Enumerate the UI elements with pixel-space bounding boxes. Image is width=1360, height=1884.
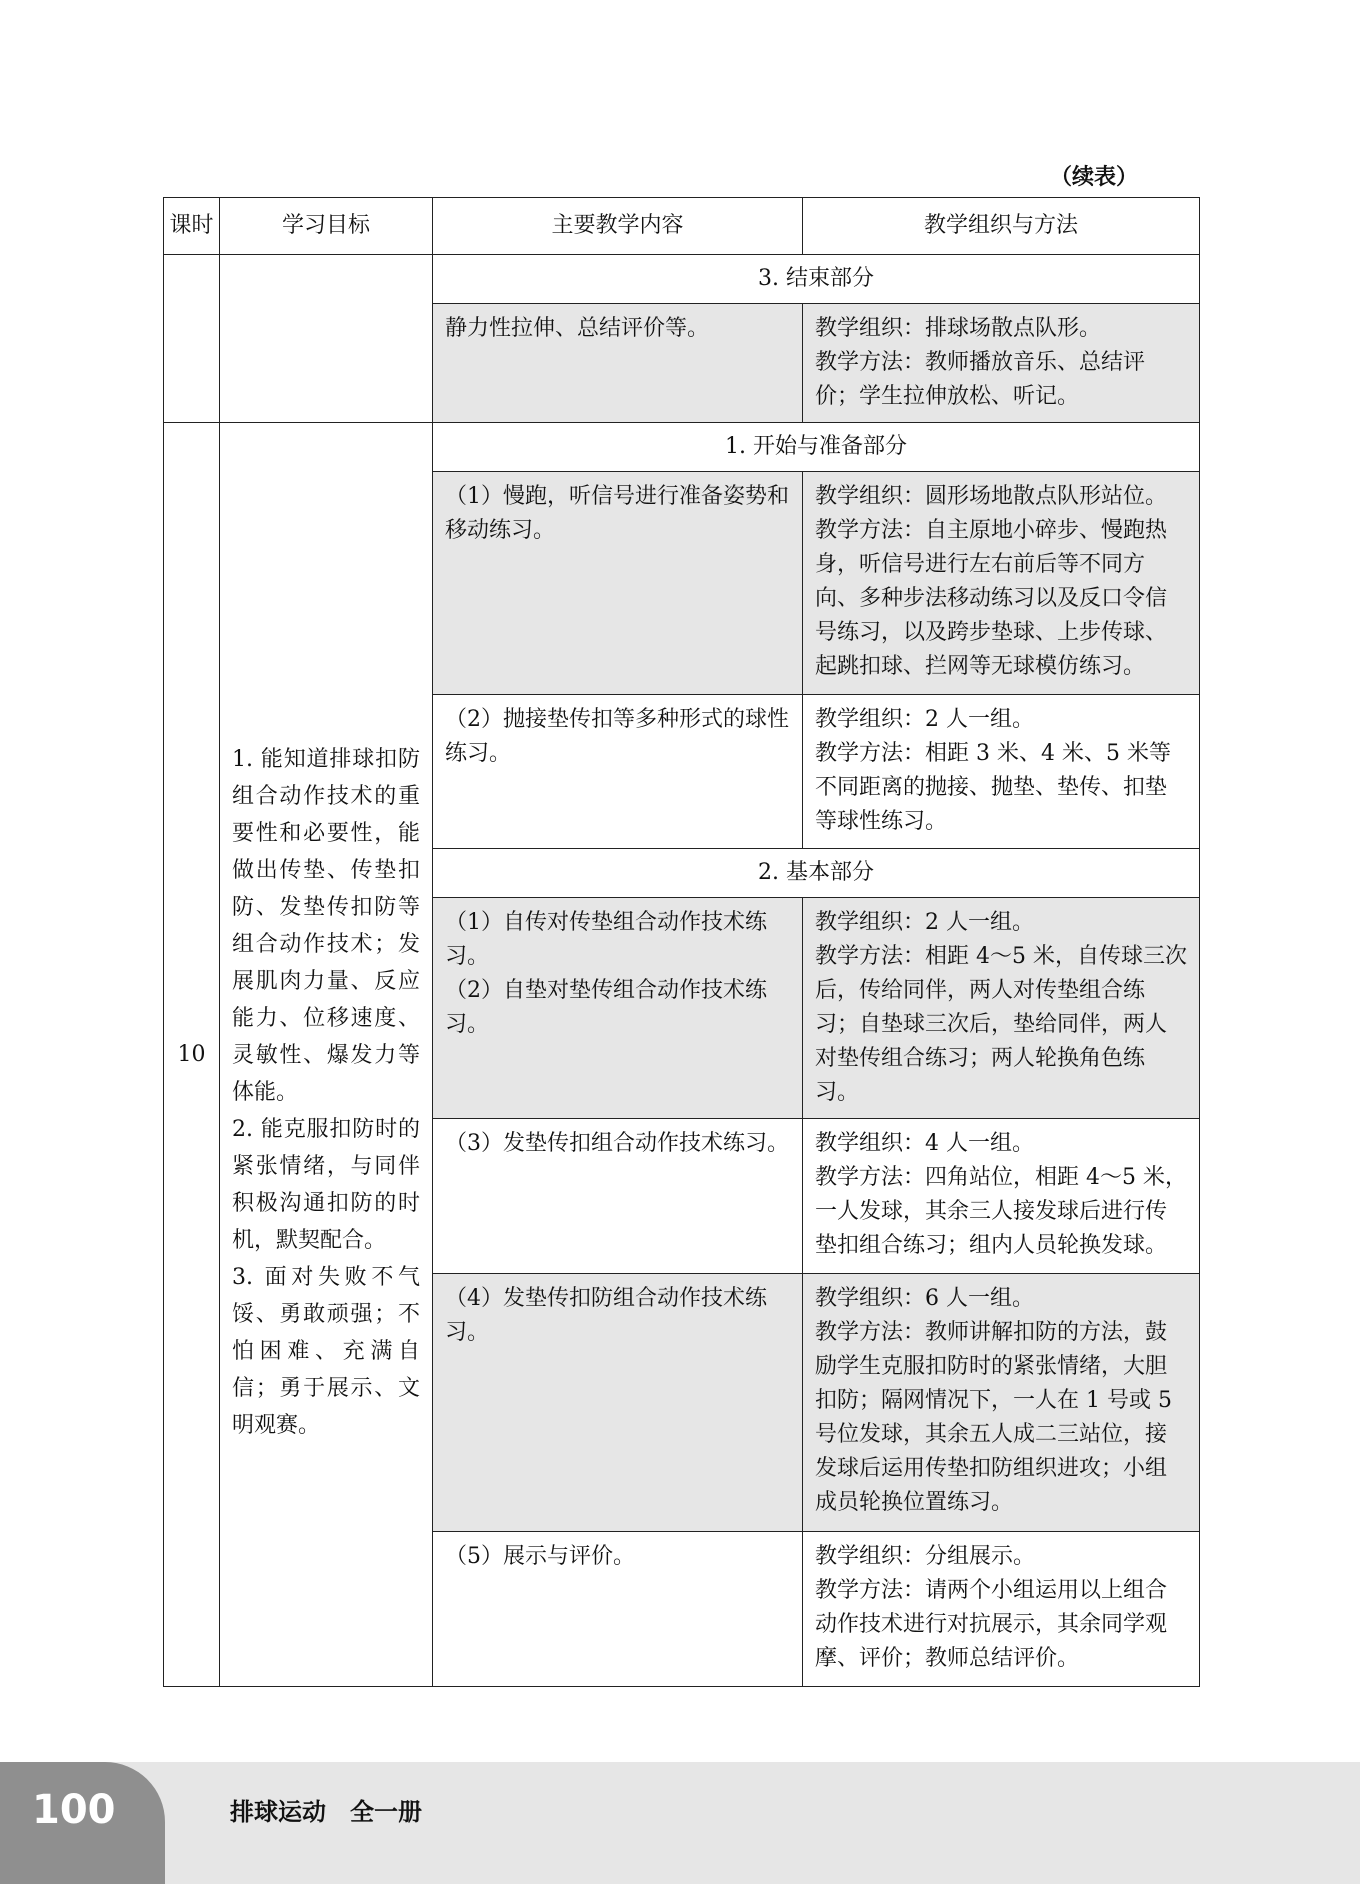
method-line: 教学方法：自主原地小碎步、慢跑热身，听信号进行左右前后等不同方向、多种步法移动练习以及反口令信号练习，以及跨步垫球、上步传球、起跳扣球、拦网等无球模仿练习。 [815, 518, 1168, 679]
lesson-number: 10 [164, 423, 220, 1687]
content-line: （2）抛接垫传扣等多种形式的球性练习。 [445, 707, 789, 766]
end-part-title: 3. 结束部分 [433, 255, 1200, 304]
content-line: （2）自垫对垫传组合动作技术练习。 [445, 978, 767, 1037]
end-part-method [803, 304, 1200, 423]
method-cell [803, 1274, 1200, 1532]
book-title: 排球运动 全一册 [230, 1798, 422, 1826]
method-cell [803, 695, 1200, 849]
header-lesson: 课时 [164, 198, 220, 255]
header-goal: 学习目标 [220, 198, 433, 255]
header-method: 教学组织与方法 [803, 198, 1200, 255]
part1-title: 1. 开始与准备部分 [433, 423, 1200, 472]
page-number: 100 [32, 1787, 116, 1833]
method-line: 教学方法：四角站位，相距 4～5 米，一人发球，其余三人接发球后进行传垫扣组合练习；组内人员轮换发球。 [815, 1165, 1187, 1258]
part1-title-row [164, 423, 1200, 472]
method-line: 教学组织：2 人一组。 [815, 707, 1034, 732]
content-line: （1）慢跑，听信号进行准备姿势和移动练习。 [445, 484, 789, 543]
prev-goal-cell [220, 255, 433, 423]
content-line: （5）展示与评价。 [445, 1544, 635, 1569]
method-cell [803, 472, 1200, 695]
method-cell [803, 898, 1200, 1119]
table-header-row [164, 198, 1200, 255]
method-cell [803, 1119, 1200, 1274]
method-line: 教学组织：分组展示。 [815, 1544, 1036, 1569]
method-line: 教学组织：2 人一组。 [815, 910, 1034, 935]
content-cell [433, 1274, 803, 1532]
end-part-content: 静力性拉伸、总结评价等。 [433, 304, 803, 423]
method-line: 教学方法：请两个小组运用以上组合动作技术进行对抗展示，其余同学观摩、评价；教师总结评价。 [815, 1578, 1168, 1671]
footer-band [0, 1762, 1360, 1884]
method-line: 教学组织：排球场散点队形。 [815, 316, 1102, 341]
prev-lesson-cell [164, 255, 220, 423]
content-cell [433, 898, 803, 1119]
continued-label: （续表） [1050, 165, 1139, 190]
method-line: 教学方法：教师播放音乐、总结评价；学生拉伸放松、听记。 [815, 350, 1146, 409]
method-line: 教学方法：相距 3 米、4 米、5 米等不同距离的抛接、抛垫、垫传、扣垫等球性练习。 [815, 741, 1171, 834]
goal-item: 1. 能知道排球扣防组合动作技术的重要性和必要性，能做出传垫、传垫扣防、发垫传扣防等组合动作技术；发展肌肉力量、反应能力、位移速度、灵敏性、爆发力等体能。 [232, 747, 420, 1105]
content-cell [433, 472, 803, 695]
method-line: 教学方法：相距 4～5 米，自传球三次后，传给同伴，两人对传垫组合练习；自垫球三次后，垫给同伴，两人对垫传组合练习；两人轮换角色练习。 [815, 944, 1187, 1105]
content-line: （1）自传对传垫组合动作技术练习。 [445, 910, 767, 969]
header-content: 主要教学内容 [433, 198, 803, 255]
method-line: 教学组织：圆形场地散点队形站位。 [815, 484, 1168, 509]
method-cell [803, 1532, 1200, 1687]
goal-item: 2. 能克服扣防时的紧张情绪，与同伴积极沟通扣防的时机，默契配合。 [232, 1117, 420, 1253]
content-line: （4）发垫传扣防组合动作技术练习。 [445, 1286, 767, 1345]
content-cell [433, 695, 803, 849]
method-line: 教学组织：6 人一组。 [815, 1286, 1034, 1311]
content-line: （3）发垫传扣组合动作技术练习。 [445, 1131, 789, 1156]
end-part-title-row [164, 255, 1200, 304]
lesson-plan-table [163, 197, 1200, 1687]
content-cell [433, 1119, 803, 1274]
part2-title: 2. 基本部分 [433, 849, 1200, 898]
content-cell [433, 1532, 803, 1687]
method-line: 教学方法：教师讲解扣防的方法，鼓励学生克服扣防时的紧张情绪，大胆扣防；隔网情况下，一人在 1 号或 5 号位发球，其余五人成二三站位，接发球后运用传垫扣防组织进攻；小组成员轮换位置练习。 [815, 1320, 1172, 1515]
method-line: 教学组织：4 人一组。 [815, 1131, 1034, 1156]
goal-item: 3. 面对失败不气馁、勇敢顽强；不怕困难、充满自信；勇于展示、文明观赛。 [232, 1265, 420, 1438]
learning-goals [220, 423, 433, 1687]
